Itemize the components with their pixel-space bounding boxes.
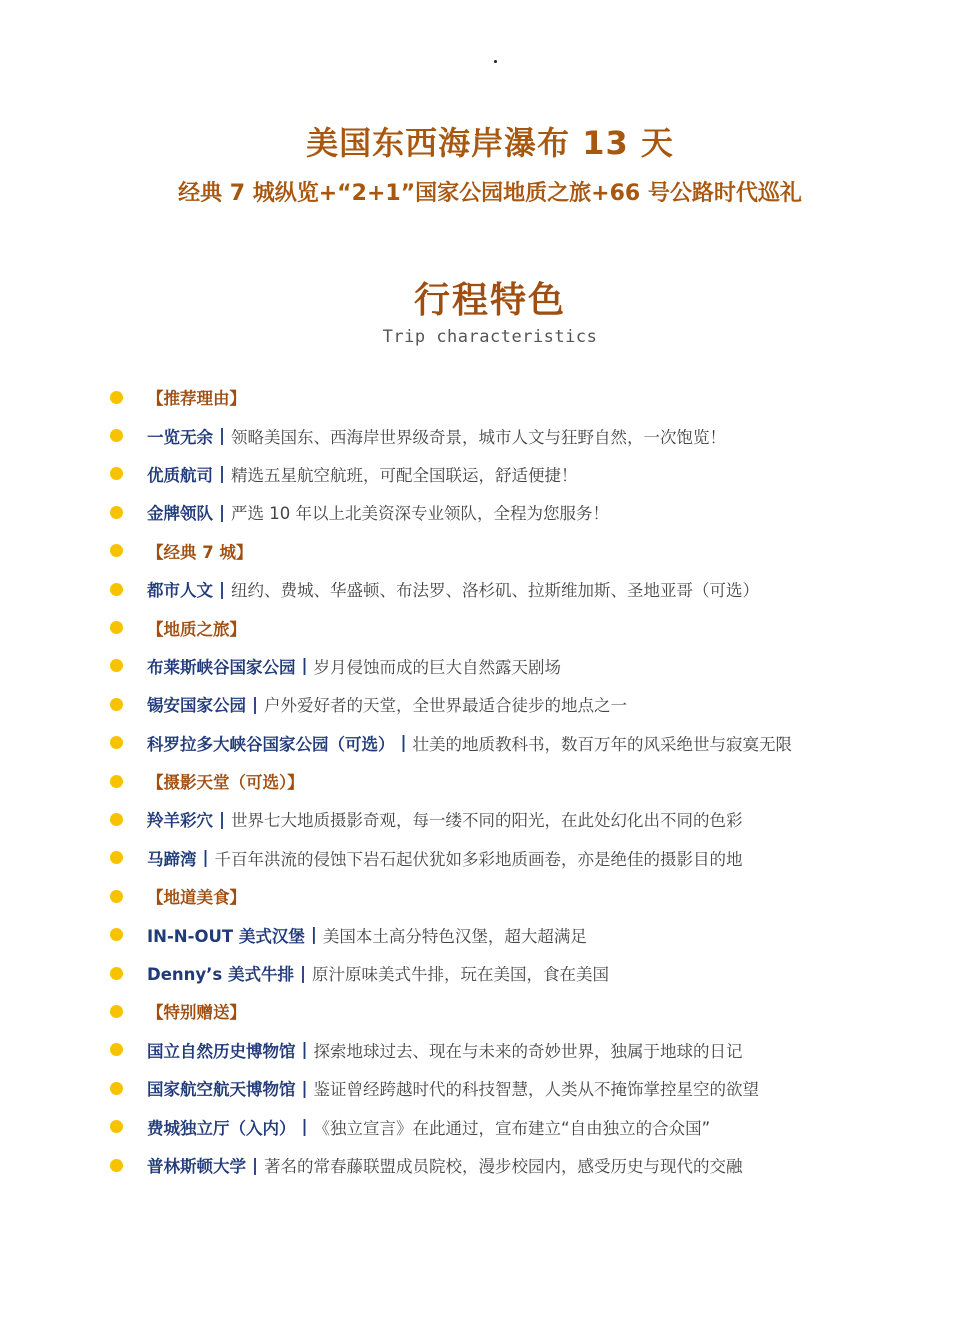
separator: |: [301, 1117, 308, 1137]
separator: |: [219, 809, 226, 829]
heading-text: 【摄影天堂（可选）】: [147, 773, 304, 793]
bullet-icon: [110, 1159, 123, 1172]
item-title: 优质航司: [147, 465, 213, 485]
bullet-icon: [110, 506, 123, 519]
list-heading: [110, 762, 970, 800]
item-description: 严选 10 年以上北美资深专业领队，全程为您服务！: [231, 504, 610, 524]
separator: |: [299, 963, 307, 983]
item-description: 纽约、费城、华盛顿、布法罗、洛杉矶、拉斯维加斯、圣地亚哥（可选）: [231, 581, 760, 601]
section-subtitle: Trip characteristics: [382, 327, 598, 347]
bullet-icon: [110, 890, 123, 903]
separator: |: [301, 1078, 308, 1098]
item-description: 探索地球过去、现在与未来的奇妙世界，独属于地球的日记: [313, 1041, 743, 1061]
item-title: 布莱斯峡谷国家公园: [147, 657, 296, 677]
item-title: IN-N-OUT 美式汉堡: [147, 926, 305, 946]
separator: |: [219, 464, 226, 484]
page-dot-mark: [494, 60, 497, 63]
item-description: 《独立宣言》在此通过，宣布建立“自由独立的合众国”: [313, 1118, 711, 1138]
bullet-icon: [110, 429, 123, 442]
item-description: 领略美国东、西海岸世界级奇景，城市人文与狂野自然，一次饱览！: [231, 427, 727, 447]
list-item: [110, 570, 970, 608]
item-title: 金牌领队: [147, 504, 213, 524]
separator: |: [219, 579, 226, 599]
item-title: 羚羊彩穴: [147, 811, 213, 831]
separator: |: [301, 1040, 308, 1060]
item-description: 千百年洪流的侵蚀下岩石起伏犹如多彩地质画卷，亦是绝佳的摄影目的地: [214, 849, 743, 869]
separator: |: [301, 656, 308, 676]
bullet-icon: [110, 659, 123, 672]
separator: |: [252, 1155, 259, 1175]
item-title: 国立自然历史博物馆: [147, 1041, 296, 1061]
separator: |: [219, 426, 226, 446]
separator: |: [219, 502, 226, 522]
list-item: [110, 1031, 970, 1069]
separator: |: [310, 925, 317, 945]
bullet-icon: [110, 1043, 123, 1056]
heading-text: 【经典 7 城】: [147, 542, 253, 562]
item-title: 锡安国家公园: [147, 696, 246, 716]
item-description: 鉴证曾经跨越时代的科技智慧，人类从不掩饰掌控星空的欲望: [313, 1080, 760, 1100]
item-description: 壮美的地质教科书，数百万年的风采绝世与寂寞无限: [412, 734, 793, 754]
heading-text: 【推荐理由】: [147, 389, 246, 409]
list-item: [110, 685, 970, 723]
list-item: [110, 647, 970, 685]
list-item: [110, 1107, 970, 1145]
item-title: 科罗拉多大峡谷国家公园（可选）: [147, 734, 395, 754]
bullet-icon: [110, 391, 123, 404]
bullet-icon: [110, 583, 123, 596]
item-description: 精选五星航空航班，可配全国联运，舒适便捷！: [231, 465, 578, 485]
item-title: Denny’s 美式牛排: [147, 965, 294, 985]
list-heading: [110, 992, 970, 1030]
item-title: 国家航空航天博物馆: [147, 1080, 296, 1100]
separator: |: [202, 848, 209, 868]
bullet-icon: [110, 736, 123, 749]
bullet-icon: [110, 967, 123, 980]
bullet-icon: [110, 698, 123, 711]
item-description: 美国本土高分特色汉堡，超大超满足: [322, 926, 587, 946]
list-item: [110, 724, 970, 762]
list-item: [110, 800, 970, 838]
bullet-icon: [110, 813, 123, 826]
bullet-icon: [110, 1082, 123, 1095]
bullet-icon: [110, 928, 123, 941]
list-heading: [110, 877, 970, 915]
list-item: [110, 1069, 970, 1107]
item-title: 费城独立厅（入内）: [147, 1118, 296, 1138]
list-item: [110, 416, 970, 454]
page-title: 美国东西海岸瀑布 13 天: [306, 124, 674, 162]
item-title: 一览无余: [147, 427, 213, 447]
list-item: [110, 493, 970, 531]
bullet-icon: [110, 544, 123, 557]
list-item: [110, 954, 970, 992]
bullet-icon: [110, 851, 123, 864]
heading-text: 【地道美食】: [147, 888, 246, 908]
bullet-icon: [110, 1005, 123, 1018]
item-description: 著名的常春藤联盟成员院校，漫步校园内，感受历史与现代的交融: [264, 1157, 743, 1176]
heading-text: 【地质之旅】: [147, 619, 246, 639]
list-heading: [110, 378, 970, 416]
list-heading: [110, 608, 970, 646]
item-title: 普林斯顿大学: [147, 1157, 246, 1176]
list-item: [110, 455, 970, 493]
separator: |: [252, 694, 259, 714]
item-description: 世界七大地质摄影奇观，每一缕不同的阳光，在此处幻化出不同的色彩: [231, 811, 743, 831]
item-description: 岁月侵蚀而成的巨大自然露天剧场: [313, 657, 562, 677]
list-item: [110, 1146, 970, 1184]
bullet-icon: [110, 775, 123, 788]
bullet-icon: [110, 621, 123, 634]
item-description: 原汁原味美式牛排，玩在美国，食在美国: [312, 965, 610, 985]
bullet-icon: [110, 467, 123, 480]
section-title: 行程特色: [413, 280, 566, 321]
features-list: [110, 378, 970, 1184]
item-description: 户外爱好者的天堂，全世界最适合徒步的地点之一: [264, 696, 628, 716]
list-heading: [110, 532, 970, 570]
item-title: 都市人文: [147, 581, 213, 601]
separator: |: [400, 733, 407, 753]
list-item: [110, 915, 970, 953]
list-item: [110, 839, 970, 877]
heading-text: 【特别赠送】: [147, 1003, 246, 1023]
page-subtitle: 经典 7 城纵览+“2+1”国家公园地质之旅+66 号公路时代巡礼: [178, 181, 802, 206]
item-title: 马蹄湾: [147, 849, 197, 869]
bullet-icon: [110, 1120, 123, 1133]
